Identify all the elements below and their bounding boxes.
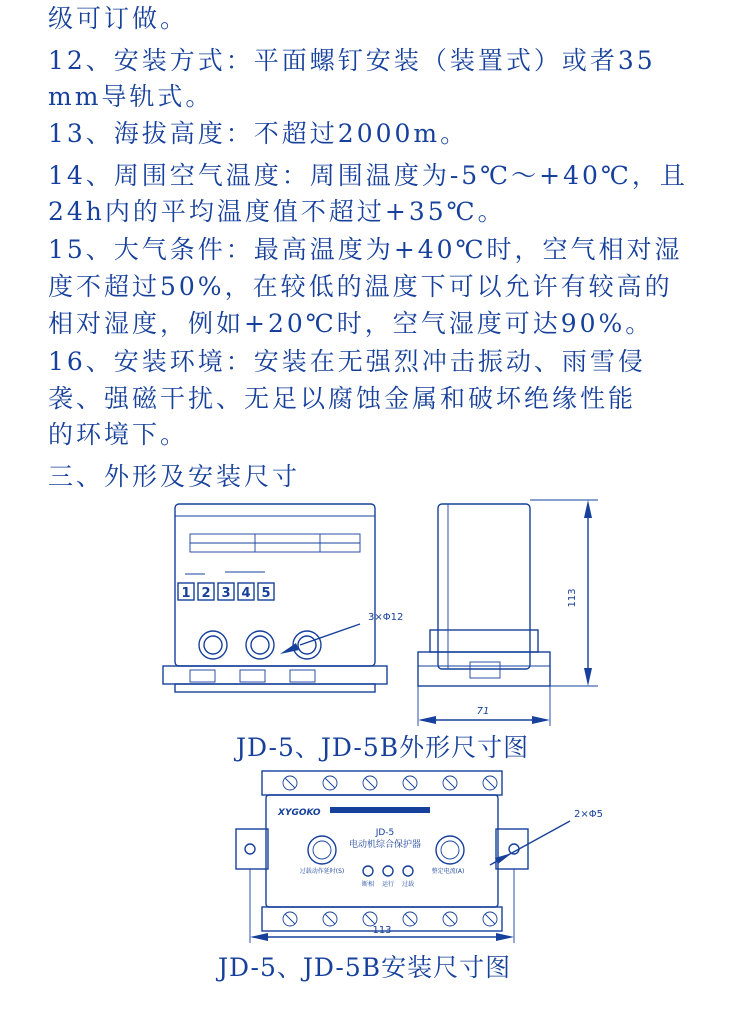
text-line-5: 14、周围空气温度：周围温度为-5℃～+40℃，且: [48, 161, 688, 190]
text-line-1: 级可订做。: [48, 4, 189, 33]
delay-knob-label: 过载动作延时(S): [299, 868, 345, 875]
text-line-8: 度不超过50%，在较低的温度下可以允许有较高的: [48, 272, 673, 301]
text-line-9: 相对湿度，例如+20℃时，空气湿度可达90%。: [48, 309, 654, 338]
text-line-2: 12、安装方式：平面螺钉安装（装置式）或者35: [48, 46, 656, 75]
width-dimension-label: 71: [476, 706, 490, 717]
terminal-label-2: 2: [201, 586, 211, 601]
text-line-4: 13、海拔高度：不超过2000m。: [48, 119, 469, 148]
terminal-label-4: 4: [241, 586, 251, 601]
overload-lamp: [403, 866, 413, 876]
text-line-11: 袭、强磁干扰、无足以腐蚀金属和破坏绝缘性能: [48, 384, 637, 413]
outline-dimension-figure: [0, 490, 750, 750]
device-name-label: 电动机综合保护器: [348, 840, 422, 850]
terminal-label-1: 1: [181, 586, 191, 601]
indicator-label-phase-loss: 断相: [361, 881, 375, 888]
current-knob-label: 整定电流(A): [431, 868, 465, 875]
text-line-6: 24h内的平均温度值不超过+35℃。: [48, 197, 506, 226]
figure-1-caption: JD-5、JD-5B外形尺寸图: [236, 733, 530, 762]
terminal-label-3: 3: [221, 586, 231, 601]
front-view-drawing: [163, 504, 403, 692]
indicator-label-overload: 过载: [401, 881, 415, 888]
terminal-label-5: 5: [261, 586, 271, 601]
installation-dimension-figure: [0, 765, 750, 950]
hole-label-3x12: 3×Φ12: [368, 612, 404, 623]
text-line-7: 15、大气条件：最高温度为+40℃时，空气相对湿: [48, 235, 683, 264]
delay-knob: [308, 836, 336, 864]
model-label: JD-5: [375, 828, 395, 838]
brand-logo-text: XYGOKO: [278, 808, 321, 818]
hole-label-2x5: 2×Φ5: [574, 809, 603, 820]
phase-loss-lamp: [363, 866, 373, 876]
mounting-width-label: 113: [372, 925, 392, 936]
side-view-drawing: [418, 500, 598, 726]
indicator-label-running: 运行: [381, 881, 395, 888]
height-dimension-label: 113: [567, 588, 578, 608]
text-line-3: mm导轨式。: [48, 82, 214, 111]
current-knob: [436, 836, 464, 864]
text-line-10: 16、安装环境：安装在无强烈冲击振动、雨雪侵: [48, 347, 646, 376]
figure-2-caption: JD-5、JD-5B安装尺寸图: [218, 953, 512, 982]
section-heading: 三、外形及安装尺寸: [48, 462, 301, 491]
running-lamp: [383, 866, 393, 876]
text-line-12: 的环境下。: [48, 420, 189, 449]
